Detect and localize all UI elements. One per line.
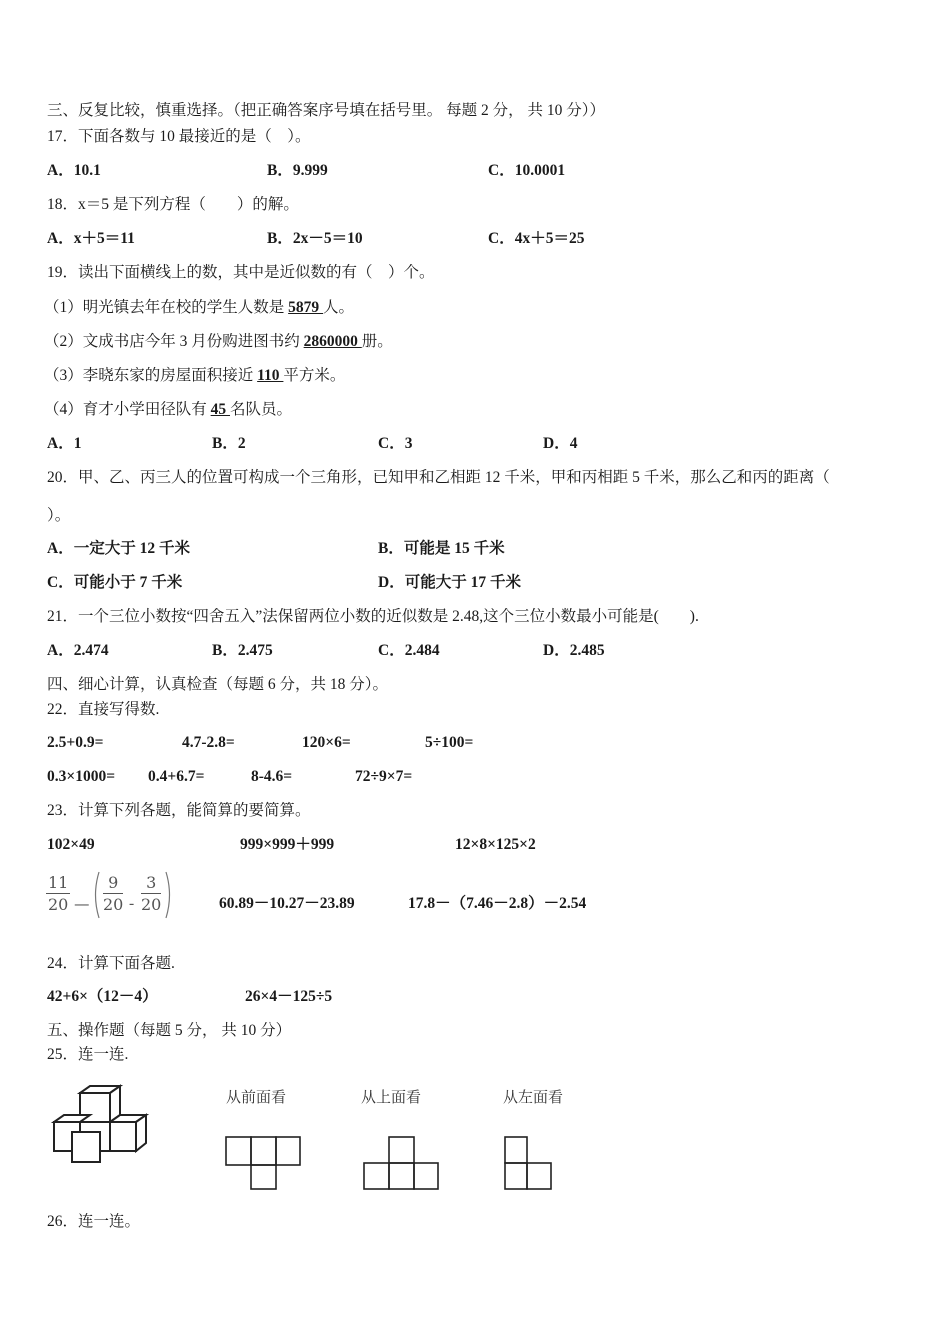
q23-expr: 17.8－（7.46－2.8）－2.54 — [408, 895, 587, 912]
fraction-9-20: $\frac{9}{20}$ — [103, 873, 124, 914]
q18-option-c: C．4x＋5＝25 — [488, 230, 585, 247]
q23-expr: 102×49 — [47, 836, 95, 853]
q19-option-a: A．1 — [47, 435, 82, 452]
q18-stem: 18．x＝5 是下列方程（ ）的解。 — [47, 196, 299, 213]
q21-option-a: A．2.474 — [47, 642, 109, 659]
q22-expr: 8-4.6= — [251, 768, 293, 785]
fraction-3-20: $\frac{3}{20}$ — [141, 873, 162, 914]
q22-expr: 72÷9×7= — [355, 768, 413, 785]
q17-option-c: C．10.0001 — [488, 162, 566, 179]
q19-item-3: （3）李晓东家的房屋面积接近 110 平方米。 — [44, 367, 346, 384]
q19-item-4-number: 45 — [210, 401, 231, 418]
view-shape-l — [503, 1135, 559, 1193]
q23-expr: 999×999＋999 — [240, 836, 335, 853]
q23-expr: 60.89－10.27－23.89 — [219, 895, 355, 912]
q22-expr: 4.7-2.8= — [182, 734, 235, 751]
view-label-front: 从前面看 — [226, 1088, 287, 1106]
q19-item-2: （2）文成书店今年 3 月份购进图书约 2860000 册。 — [44, 333, 393, 350]
view-shape-t — [224, 1135, 304, 1193]
q19-stem: 19．读出下面横线上的数，其中是近似数的有（ ）个。 — [47, 264, 435, 281]
q21-option-c: C．2.484 — [378, 642, 440, 659]
q21-stem: 21．一个三位小数按“四舍五入”法保留两位小数的近似数是 2.48,这个三位小数最小可能是( ). — [47, 608, 699, 625]
q17-stem: 17．下面各数与 10 最接近的是（ ）。 — [47, 128, 311, 145]
section-5-heading: 五、操作题（每题 5 分， 共 10 分） — [47, 1022, 292, 1039]
q26-stem: 26．连一连。 — [47, 1213, 141, 1230]
q22-expr: 5÷100= — [425, 734, 474, 751]
right-paren — [164, 870, 174, 920]
q22-expr: 0.4+6.7= — [148, 768, 205, 785]
q25-stem: 25．连一连. — [47, 1046, 129, 1063]
q19-item-2-number: 2860000 — [303, 333, 362, 350]
q20-option-a: A．一定大于 12 千米 — [47, 540, 190, 557]
q22-expr: 2.5+0.9= — [47, 734, 104, 751]
q18-option-b: B．2x－5＝10 — [267, 230, 363, 247]
section-4-heading: 四、细心计算，认真检查（每题 6 分，共 18 分）。 — [47, 676, 389, 693]
q22-expr: 120×6= — [302, 734, 351, 751]
q19-option-b: B．2 — [212, 435, 246, 452]
left-paren — [91, 870, 101, 920]
q17-option-b: B．9.999 — [267, 162, 328, 179]
q19-item-1: （1）明光镇去年在校的学生人数是 5879 人。 — [44, 299, 355, 316]
q20-stem-line-1: 20．甲、乙、丙三人的位置可构成一个三角形，已知甲和乙相距 12 千米，甲和丙相距 5 千米，那么乙和丙的距离（ — [47, 469, 830, 486]
q19-item-3-number: 110 — [257, 367, 284, 384]
q23-expr: 12×8×125×2 — [455, 836, 536, 853]
q18-option-a: A．x＋5＝11 — [47, 230, 135, 247]
q24-stem: 24．计算下面各题. — [47, 955, 175, 972]
q21-option-b: B．2.475 — [212, 642, 273, 659]
q23-stem: 23．计算下列各题，能简算的要简算。 — [47, 802, 311, 819]
q20-option-b: B．可能是 15 千米 — [378, 540, 505, 557]
q22-stem: 22．直接写得数. — [47, 701, 160, 718]
view-label-top: 从上面看 — [361, 1088, 422, 1106]
q20-option-c: C．可能小于 7 千米 — [47, 574, 183, 591]
minus-sign: — — [74, 895, 90, 913]
fraction-11-20: $\frac{11}{20}$ — [48, 873, 69, 914]
view-label-left: 从左面看 — [503, 1088, 564, 1106]
q24-expr: 42+6×（12－4） — [47, 988, 158, 1005]
q19-option-d: D．4 — [543, 435, 578, 452]
section-3-heading: 三、反复比较，慎重选择。（把正确答案序号填在括号里。 每题 2 分， 共 10 分）） — [47, 102, 606, 119]
q17-option-a: A．10.1 — [47, 162, 101, 179]
q19-item-1-number: 5879 — [288, 299, 324, 316]
q22-expr: 0.3×1000= — [47, 768, 116, 785]
minus-sign-inner: - — [129, 895, 135, 912]
cube-stack-figure — [46, 1085, 156, 1167]
q20-stem-line-2: ）。 — [47, 507, 71, 524]
q24-expr: 26×4－125÷5 — [245, 988, 333, 1005]
q19-option-c: C．3 — [378, 435, 413, 452]
view-shape-inverted-t — [362, 1135, 442, 1193]
q19-item-4: （4）育才小学田径队有 45 名队员。 — [44, 401, 293, 418]
q20-option-d: D．可能大于 17 千米 — [378, 574, 521, 591]
q21-option-d: D．2.485 — [543, 642, 605, 659]
